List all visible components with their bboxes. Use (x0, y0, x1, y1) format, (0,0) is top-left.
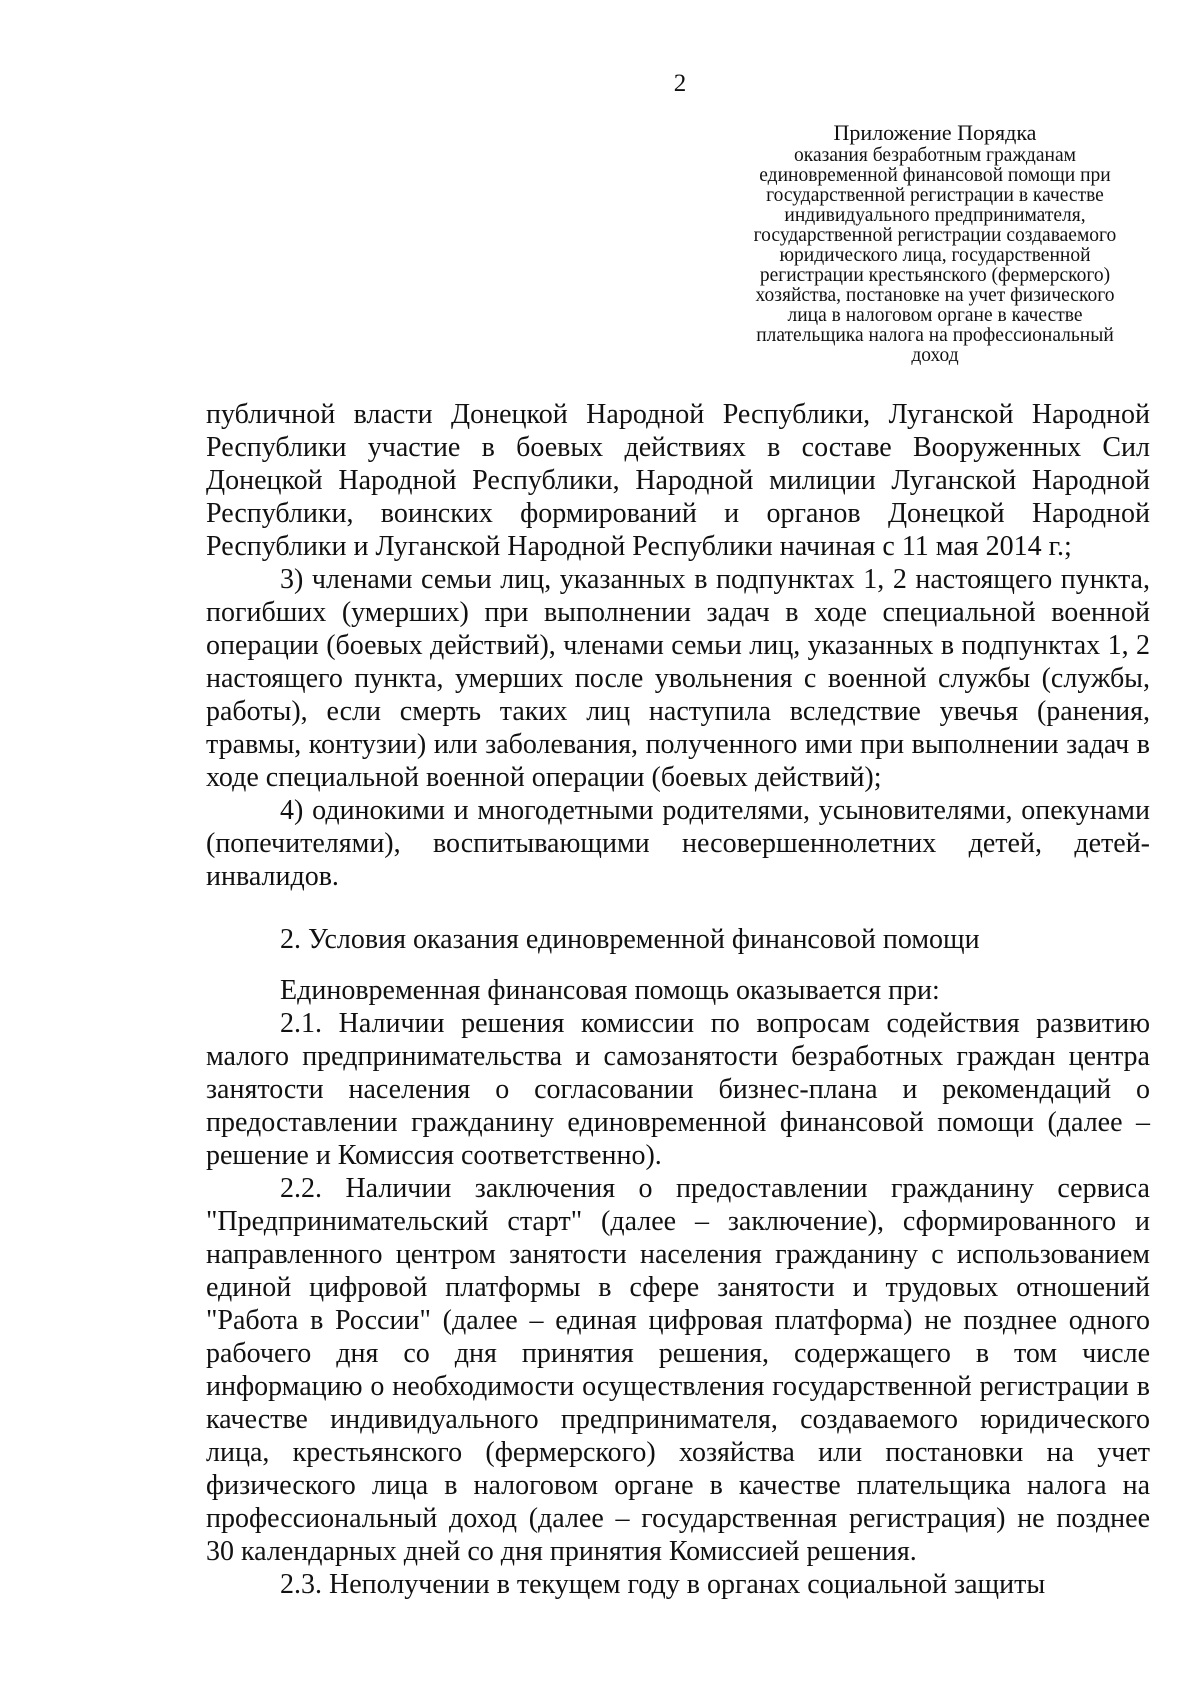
paragraph-2-3: 2.3. Неполучении в текущем году в органах социальной защиты (280, 1569, 1046, 1600)
page-number: 2 (673, 70, 687, 97)
document-body (206, 398, 1150, 1601)
paragraph-2-2: 2.2. Наличии заключения о предоставлении гражданину сервиса "Предпринимательский старт" (далее – заключение), сформированного и направленного центром занятости населения гражданину с использованием единой цифровой платформы в сфере занятости и трудовых отношений "Работа в России" (далее – единая цифровая платформа) не позднее одного рабочего дня со дня принятия решения, содержащего в том числе информацию о необходимости осуществления государственной регистрации в качестве индивидуального предпринимателя, создаваемого юридического лица, крестьянского (фермерского) хозяйства или постановки на учет физического лица в налоговом органе в качестве плательщика налога на профессиональный доход (далее – государственная регистрация) не позднее 30 календарных дней со дня принятия Комиссией решения. (206, 1173, 1150, 1567)
appendix-description: оказания безработным гражданам единовременной финансовой помощи при государственной регистрации в качестве индивидуального предпринимателя, государственной регистрации создаваемого юридического лица, государственной регистрации крестьянского (фермерского) хозяйства, постановке на учет физического лица в налоговом органе в качестве плательщика налога на профессиональный доход (753, 145, 1117, 366)
paragraph-item-3: 3) членами семьи лиц, указанных в подпунктах 1, 2 настоящего пункта, погибших (умерших) при выполнении задач в ходе специальной военной операции (боевых действий), членами семьи лиц, указанных в подпунктах 1, 2 настоящего пункта, умерших после увольнения с военной службы (службы, работы), если смерть таких лиц наступила вследствие увечья (ранения, травмы, контузии) или заболевания, полученного ими при выполнении задач в ходе специальной военной операции (боевых действий); (206, 564, 1150, 793)
appendix-header (735, 120, 1135, 366)
appendix-title: Приложение Порядка (833, 120, 1037, 145)
paragraph-item-4: 4) одинокими и многодетными родителями, усыновителями, опекунами (попечителями), воспитывающими несовершеннолетних детей, детей-инвалидов. (206, 795, 1150, 892)
paragraph-continuation: публичной власти Донецкой Народной Республики, Луганской Народной Республики участие в боевых действиях в составе Вооруженных Сил Донецкой Народной Республики, Народной милиции Луганской Народной Республики, воинских формирований и органов Донецкой Народной Республики и Луганской Народной Республики начиная с 11 мая 2014 г.; (206, 399, 1150, 562)
paragraph-intro: Единовременная финансовая помощь оказывается при: (280, 975, 940, 1006)
paragraph-2-1: 2.1. Наличии решения комиссии по вопросам содействия развитию малого предпринимательства и самозанятости безработных граждан центра занятости населения о согласовании бизнес-плана и рекомендаций о предоставлении гражданину единовременной финансовой помощи (далее – решение и Комиссия соответственно). (206, 1008, 1150, 1171)
section-heading: 2. Условия оказания единовременной финансовой помощи (280, 924, 980, 955)
